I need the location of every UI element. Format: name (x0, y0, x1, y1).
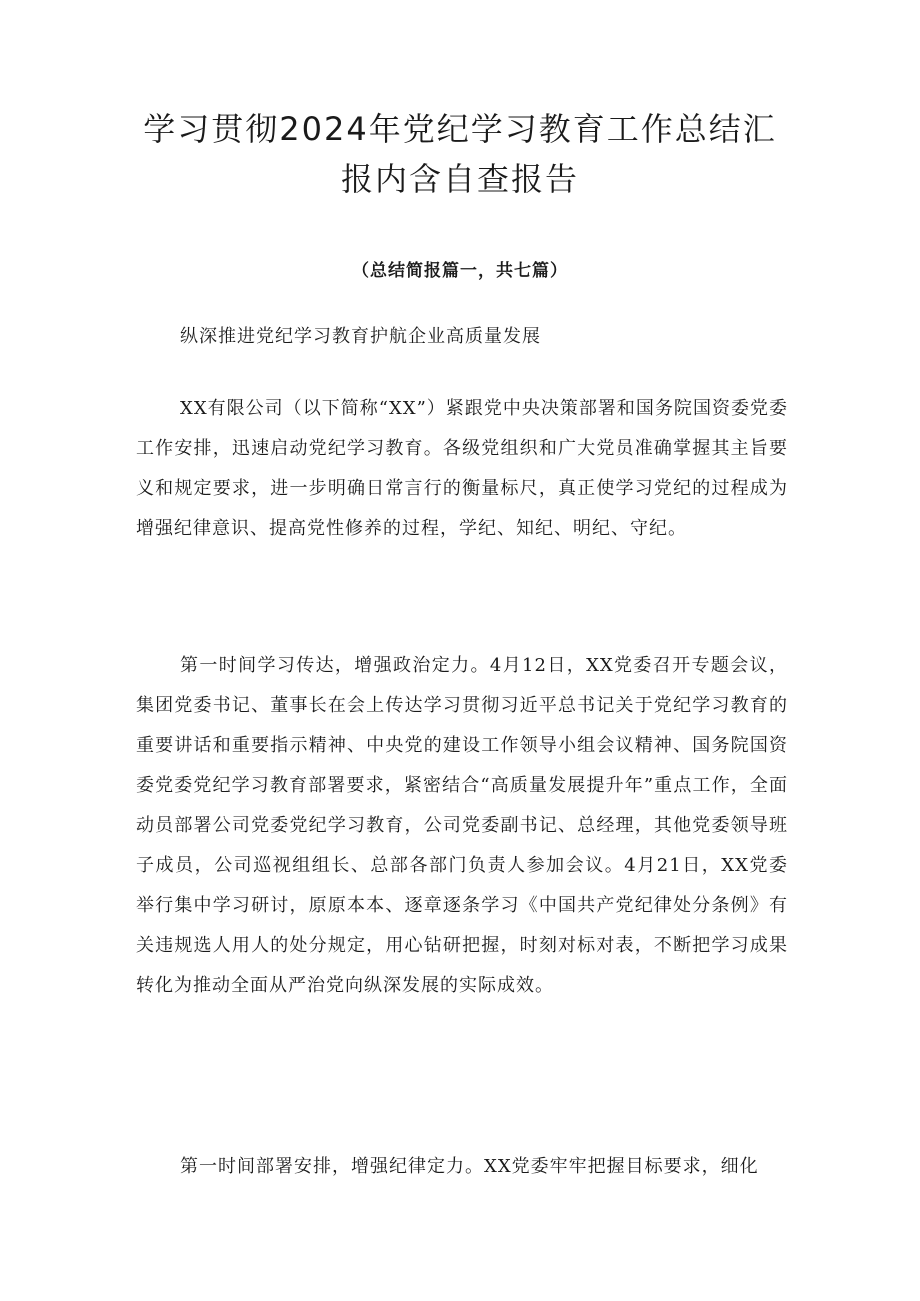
body-paragraph-1: XX有限公司（以下简称“XX”）紧跟党中央决策部署和国务院国资委党委工作安排，迅速启动党纪学习教育。各级党组织和广大党员准确掌握其主旨要义和规定要求，进一步明确日常言行的衡量标尺，真正使学习党纪的过程成为增强纪律意识、提高党性修养的过程，学纪、知纪、明纪、守纪。 (136, 398, 788, 539)
document-subtitle: （总结简报篇一，共七篇） (352, 261, 568, 281)
body-paragraph-2: 第一时间学习传达，增强政治定力。4月12日，XX党委召开专题会议，集团党委书记、董事长在会上传达学习贯彻习近平总书记关于党纪学习教育的重要讲话和重要指示精神、中央党的建设工作领导小组会议精神、国务院国资委党委党纪学习教育部署要求，紧密结合“高质量发展提升年”重点工作，全面动员部署公司党委党纪学习教育，公司党委副书记、总经理，其他党委领导班子成员，公司巡视组组长、总部各部门负责人参加会议。4月21日，XX党委举行集中学习研讨，原原本本、逐章逐条学习《中国共产党纪律处分条例》有关违规选人用人的处分规定，用心钻研把握，时刻对标对表，不断把学习成果转化为推动全面从严治党向纵深发展的实际成效。 (136, 655, 788, 996)
title-line-2: 报内含自查报告 (340, 160, 579, 198)
body-paragraph-3: 第一时间部署安排，增强纪律定力。XX党委牢牢把握目标要求，细化 (180, 1156, 759, 1177)
section-heading: 纵深推进党纪学习教育护航企业高质量发展 (180, 326, 541, 347)
title-line-1: 学习贯彻2024年党纪学习教育工作总结汇 (143, 110, 777, 148)
document-title (120, 104, 800, 204)
